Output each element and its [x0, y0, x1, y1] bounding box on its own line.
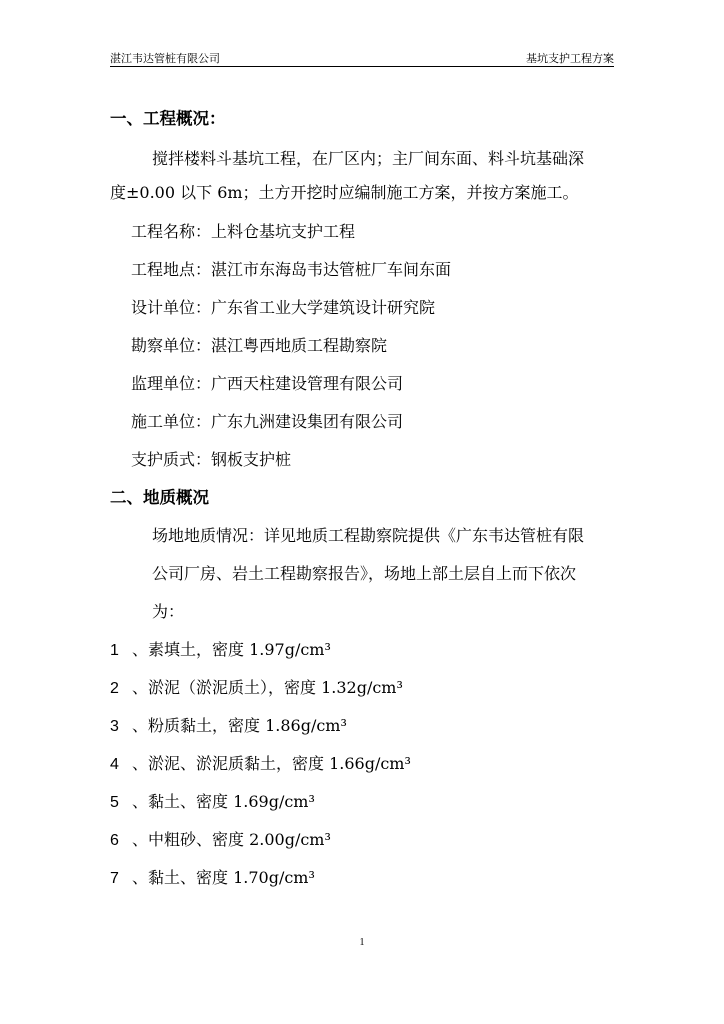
soil-layer-item — [110, 677, 403, 700]
geology-desc-line-3: 为： — [152, 602, 185, 621]
soil-layer-item — [110, 639, 331, 662]
soil-layer-item — [110, 715, 347, 738]
page-header — [110, 46, 614, 67]
field-project-name: 工程名称：上料仓基坑支护工程 — [131, 222, 356, 241]
section2-heading: 二、地质概况 — [110, 488, 209, 507]
soil-layer-number: 1 — [110, 642, 119, 659]
soil-layer-number: 3 — [110, 718, 119, 735]
soil-layer-number: 4 — [110, 756, 119, 773]
soil-layer-text: 、黏土、密度 1.70g/cm³ — [132, 868, 315, 887]
soil-layer-text: 、素填土，密度 1.97g/cm³ — [132, 640, 331, 659]
intro-line-1: 搅拌楼料斗基坑工程，在厂区内；主厂间东面、料斗坑基础深 — [152, 149, 585, 168]
page-number: 1 — [359, 937, 365, 948]
field-design-unit: 设计单位：广东省工业大学建筑设计研究院 — [131, 298, 436, 317]
field-supervision-unit: 监理单位：广西天柱建设管理有限公司 — [131, 374, 404, 393]
soil-layer-text: 、淤泥（淤泥质土），密度 1.32g/cm³ — [132, 678, 403, 697]
soil-layer-number: 7 — [110, 870, 119, 887]
soil-layer-item — [110, 829, 331, 852]
soil-layer-item — [110, 867, 315, 890]
section1-heading: 一、工程概况： — [110, 109, 226, 128]
field-survey-unit: 勘察单位：湛江粤西地质工程勘察院 — [131, 336, 388, 355]
geology-desc-line-2: 公司厂房、岩土工程勘察报告》，场地上部土层自上而下依次 — [152, 564, 577, 583]
soil-layer-item — [110, 753, 411, 776]
soil-layer-text: 、中粗砂、密度 2.00g/cm³ — [132, 830, 331, 849]
soil-layer-item — [110, 791, 315, 814]
field-project-location: 工程地点：湛江市东海岛韦达管桩厂车间东面 — [131, 260, 452, 279]
soil-layer-text: 、淤泥、淤泥质黏土，密度 1.66g/cm³ — [132, 754, 411, 773]
field-construction-unit: 施工单位：广东九洲建设集团有限公司 — [131, 412, 404, 431]
intro-line-2: 度±0.00 以下 6m；土方开挖时应编制施工方案，并按方案施工。 — [110, 183, 579, 202]
field-support-type: 支护质式：钢板支护桩 — [131, 450, 292, 469]
soil-layer-number: 5 — [110, 794, 119, 811]
soil-layer-number: 2 — [110, 680, 119, 697]
geology-desc-line-1: 场地地质情况：详见地质工程勘察院提供《广东韦达管桩有限 — [152, 526, 585, 545]
soil-layer-number: 6 — [110, 832, 119, 849]
soil-layer-text: 、黏土、密度 1.69g/cm³ — [132, 792, 315, 811]
header-doc-title: 基坑支护工程方案 — [526, 52, 614, 65]
header-company: 湛江韦达管桩有限公司 — [110, 52, 220, 65]
soil-layer-text: 、粉质黏土，密度 1.86g/cm³ — [132, 716, 347, 735]
